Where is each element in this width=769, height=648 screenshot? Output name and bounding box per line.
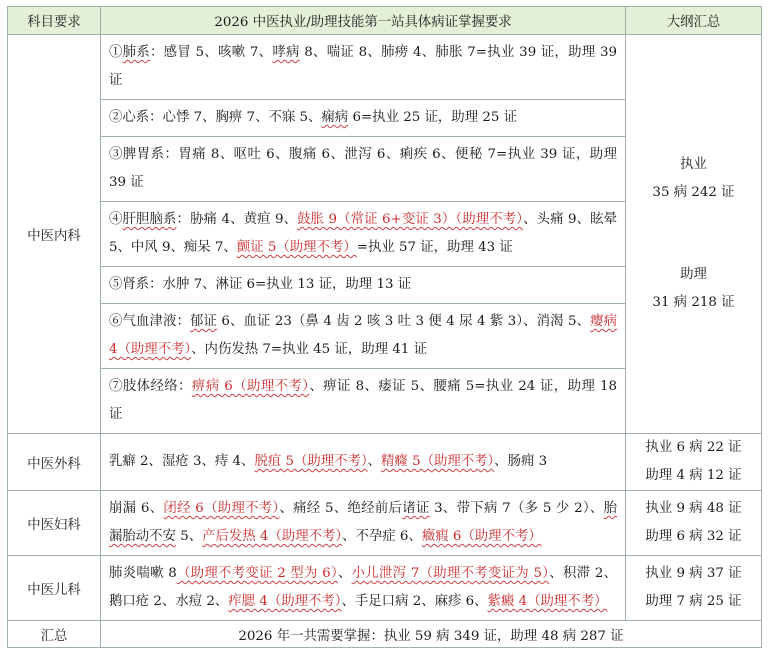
fuke-summary	[626, 491, 762, 556]
highlight-text: 产后发热 4（助理不考）	[202, 529, 343, 544]
highlight-text: 鼓胀 9（常证 6+变证 3）（助理不考）	[297, 212, 524, 227]
body-text: 崩漏 6、	[109, 501, 164, 516]
waike-summary-zhiye: 执业 6 病 22 证	[645, 440, 742, 455]
body-text: 、痛经 5、绝经前后	[279, 501, 403, 516]
highlight-text: 闭经 6（助理不考）	[163, 501, 280, 516]
fuke-summary-zhiye: 执业 9 病 48 证	[645, 501, 742, 516]
body-text: =执业 57 证，助理 43 证	[356, 240, 513, 255]
highlight-text: 颤证 5（助理不考）	[236, 240, 357, 255]
neike-system-4	[101, 202, 626, 267]
body-text: 郁证	[189, 314, 217, 329]
highlight-text: 瘿病 4（助理不考）	[109, 314, 618, 357]
waike-summary	[626, 434, 762, 491]
table-row	[8, 35, 762, 100]
body-text: 、	[367, 454, 382, 469]
body-text: 、头痛 9、眩晕 5、中风 9、痴呆 7、	[109, 212, 618, 255]
neike-system-3	[101, 137, 626, 202]
body-text: 肝胆脑系	[122, 212, 177, 227]
highlight-text: （助理不考变证 2 型为 6）	[176, 566, 338, 581]
neike-system-2	[101, 100, 626, 137]
erke-summary-zhiye: 执业 9 病 37 证	[645, 566, 742, 581]
neike-summary-zhuli-count: 31 病 218 证	[652, 295, 735, 310]
body-text: 乳癖 2、湿疮 3、痔 4、	[109, 454, 255, 469]
waike-summary-zhuli: 助理 4 病 12 证	[645, 468, 742, 483]
highlight-text: 痄腮 4（助理不考）	[228, 594, 342, 609]
body-text: 、积滞 2、鹅口疮 2、水痘 2、	[109, 566, 618, 609]
body-text: 、手足口病 2、麻疹 6、	[341, 594, 488, 609]
body-text: 、不孕症 6、	[342, 529, 422, 544]
neike-summary-zhiye-label: 执业	[680, 157, 707, 172]
highlight-text: 痹病 6（助理不考）	[191, 379, 310, 394]
highlight-text: 紫癜 4（助理不考）	[487, 594, 608, 609]
body-text: 3、带下病 7（多 5 少 2）、	[429, 501, 604, 516]
header-subject: 科目要求	[8, 7, 101, 35]
body-text: ⑤肾系：水肿 7、淋证 6=执业 13 证，助理 13 证	[109, 277, 412, 292]
body-text: 5、	[175, 529, 203, 544]
highlight-text: 癥瘕 6（助理不考）	[421, 529, 542, 544]
body-text: 痫病	[321, 110, 349, 125]
neike-summary-zhuli-label: 助理	[680, 267, 707, 282]
neike-summary-zhiye-count: 35 病 242 证	[652, 185, 735, 200]
spacer	[626, 207, 761, 261]
total-text: 2026 年一共需要掌握：执业 59 病 349 证，助理 48 病 287 证	[101, 621, 762, 648]
body-text: ⑦肢体经络：	[109, 379, 192, 394]
fuke-summary-zhuli: 助理 6 病 32 证	[645, 529, 742, 544]
header-row	[8, 7, 762, 35]
body-text: 肺炎喘嗽 8	[109, 566, 177, 581]
body-text: 哮病	[272, 45, 300, 60]
subject-neike: 中医内科	[8, 35, 101, 434]
neike-system-1	[101, 35, 626, 100]
body-text: ③脾胃系：胃痛 8、呕吐 6、腹痛 6、泄泻 6、痢疾 6、便秘 7=执业 39 证，助理 39 证	[109, 147, 617, 190]
body-text: ：胁痛 4、黄疸 9、	[176, 212, 298, 227]
body-text: 8、喘证 8、肺痨 4、肺胀 7=执业 39 证，助理 39 证	[109, 45, 618, 88]
body-text: 诸证	[402, 501, 430, 516]
subject-fuke: 中医妇科	[8, 491, 101, 556]
body-text: 6=执业 25 证，助理 25 证	[348, 110, 518, 125]
header-summary: 大纲汇总	[626, 7, 762, 35]
header-requirements: 2026 中医执业/助理技能第一站具体病证掌握要求	[101, 7, 626, 35]
body-text: 6、血证 23（鼻 4 齿 2 咳 3 吐 3 便 4 尿 4 紫 3）、消渴 5、	[216, 314, 591, 329]
erke-summary-zhuli: 助理 7 病 25 证	[645, 594, 742, 609]
body-text: 、肠痈 3	[494, 454, 548, 469]
erke-summary	[626, 556, 762, 621]
total-label: 汇总	[8, 621, 101, 648]
syllabus-table	[7, 6, 762, 648]
table-row	[8, 434, 762, 491]
body-text: ②心系：心悸 7、胸痹 7、不寐 5、	[109, 110, 322, 125]
body-text: ①	[109, 45, 123, 60]
body-text: 、	[337, 566, 352, 581]
body-text: 、内伤发热 7=执业 45 证，助理 41 证	[191, 342, 427, 357]
subject-erke: 中医儿科	[8, 556, 101, 621]
body-text: 肺系	[122, 45, 151, 60]
body-text: ④	[109, 212, 123, 227]
body-text: 、痹证 8、痿证 5、腰痛 5=执业 24 证，助理 18 证	[109, 379, 617, 422]
fuke-content	[101, 491, 626, 556]
neike-system-5	[101, 267, 626, 304]
highlight-text: 精癃 5（助理不考）	[381, 454, 495, 469]
neike-system-7	[101, 369, 626, 434]
body-text: ⑥气血津液：	[109, 314, 190, 329]
body-text: 胎漏胎动不安	[109, 501, 618, 544]
highlight-text: 脱疽 5（助理不考）	[254, 454, 368, 469]
body-text: ：感冒 5、咳嗽 7、	[150, 45, 273, 60]
neike-system-6	[101, 304, 626, 369]
syllabus-table-wrap	[7, 6, 762, 648]
erke-content	[101, 556, 626, 621]
neike-summary	[626, 35, 762, 434]
table-row	[8, 491, 762, 556]
highlight-text: 小儿泄泻 7（助理不考变证为 5）	[351, 566, 550, 581]
subject-waike: 中医外科	[8, 434, 101, 491]
table-row	[8, 556, 762, 621]
waike-content	[101, 434, 626, 491]
